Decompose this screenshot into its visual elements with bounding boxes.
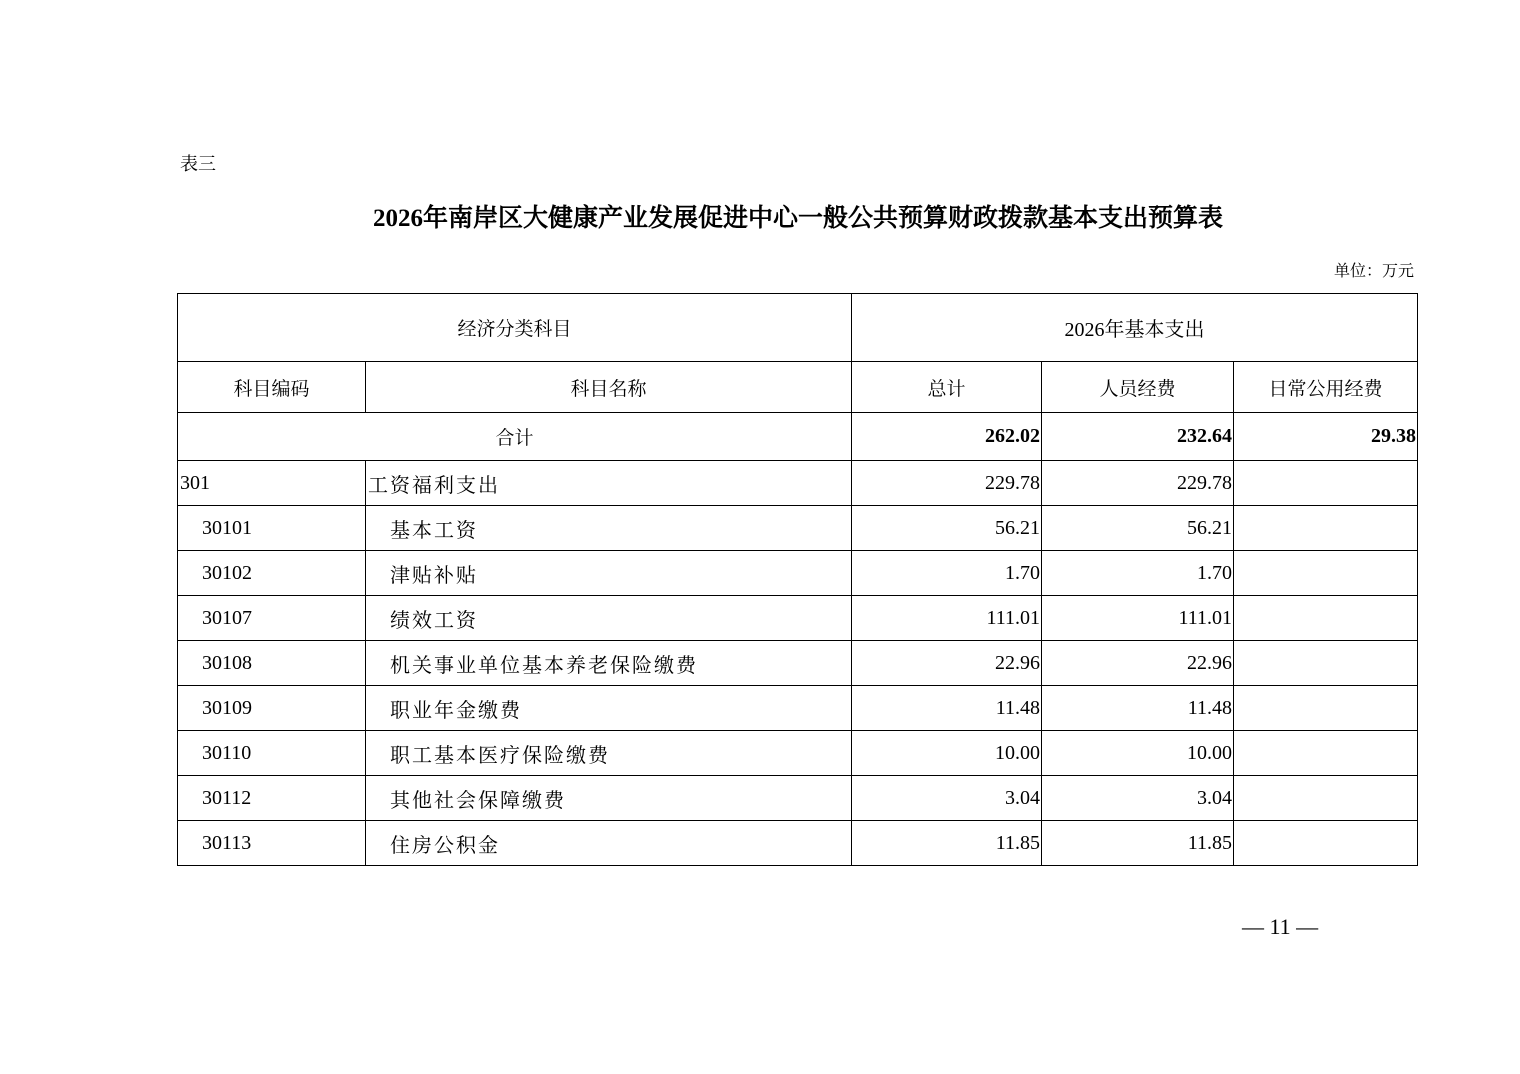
total-total: 262.02 [852,413,1042,461]
total-row [178,413,1418,461]
personnel-cell: 1.70 [1042,551,1234,596]
document-title: 2026年南岸区大健康产业发展促进中心一般公共预算财政拨款基本支出预算表 [372,205,1223,232]
public-cell [1234,551,1418,596]
subject-name-cell: 职工基本医疗保险缴费 [366,731,852,776]
personnel-cell: 10.00 [1042,731,1234,776]
table-row [178,641,1418,686]
header-subject-code: 科目编码 [178,362,366,413]
subject-name-cell: 绩效工资 [366,596,852,641]
subject-name-cell: 机关事业单位基本养老保险缴费 [366,641,852,686]
total-cell: 1.70 [852,551,1042,596]
header-subject-name: 科目名称 [366,362,852,413]
subject-name-cell: 其他社会保障缴费 [366,776,852,821]
public-cell [1234,686,1418,731]
public-cell [1234,641,1418,686]
budget-table [177,293,1418,866]
subject-code-cell: 30102 [178,551,366,596]
public-cell [1234,506,1418,551]
table-row [178,461,1418,506]
subject-name-cell: 工资福利支出 [366,461,852,506]
header-total: 总计 [852,362,1042,413]
subject-name-cell: 住房公积金 [366,821,852,866]
personnel-cell: 3.04 [1042,776,1234,821]
total-cell: 11.85 [852,821,1042,866]
subject-code-cell: 30108 [178,641,366,686]
header-personnel-expenses: 人员经费 [1042,362,1234,413]
subject-code-cell: 30107 [178,596,366,641]
header-column-row [178,362,1418,413]
total-cell: 56.21 [852,506,1042,551]
personnel-cell: 11.85 [1042,821,1234,866]
header-basic-expenditure: 2026年基本支出 [852,294,1418,362]
subject-code-cell: 30110 [178,731,366,776]
total-cell: 111.01 [852,596,1042,641]
subject-code-cell: 30112 [178,776,366,821]
table-row [178,776,1418,821]
total-cell: 3.04 [852,776,1042,821]
subject-code-cell: 30101 [178,506,366,551]
public-cell [1234,596,1418,641]
subject-name-cell: 津贴补贴 [366,551,852,596]
public-cell [1234,776,1418,821]
total-public: 29.38 [1234,413,1418,461]
table-row [178,821,1418,866]
public-cell [1234,461,1418,506]
subject-code-cell: 30113 [178,821,366,866]
personnel-cell: 56.21 [1042,506,1234,551]
subject-name-cell: 职业年金缴费 [366,686,852,731]
header-economic-category: 经济分类科目 [178,294,852,362]
subject-name-cell: 基本工资 [366,506,852,551]
document-label: 表三 [180,154,216,174]
table-row [178,506,1418,551]
header-public-expenses: 日常公用经费 [1234,362,1418,413]
page-number: — 11 — [1242,914,1319,939]
table-row [178,731,1418,776]
total-label: 合计 [178,413,852,461]
personnel-cell: 11.48 [1042,686,1234,731]
public-cell [1234,731,1418,776]
total-cell: 10.00 [852,731,1042,776]
total-personnel: 232.64 [1042,413,1234,461]
public-cell [1234,821,1418,866]
total-cell: 229.78 [852,461,1042,506]
table-row [178,686,1418,731]
personnel-cell: 22.96 [1042,641,1234,686]
total-cell: 22.96 [852,641,1042,686]
total-cell: 11.48 [852,686,1042,731]
personnel-cell: 229.78 [1042,461,1234,506]
personnel-cell: 111.01 [1042,596,1234,641]
unit-label: 单位：万元 [1333,263,1414,280]
subject-code-cell: 301 [178,461,366,506]
table-row [178,596,1418,641]
header-group-row [178,294,1418,362]
budget-table-body [178,294,1418,866]
subject-code-cell: 30109 [178,686,366,731]
table-row [178,551,1418,596]
